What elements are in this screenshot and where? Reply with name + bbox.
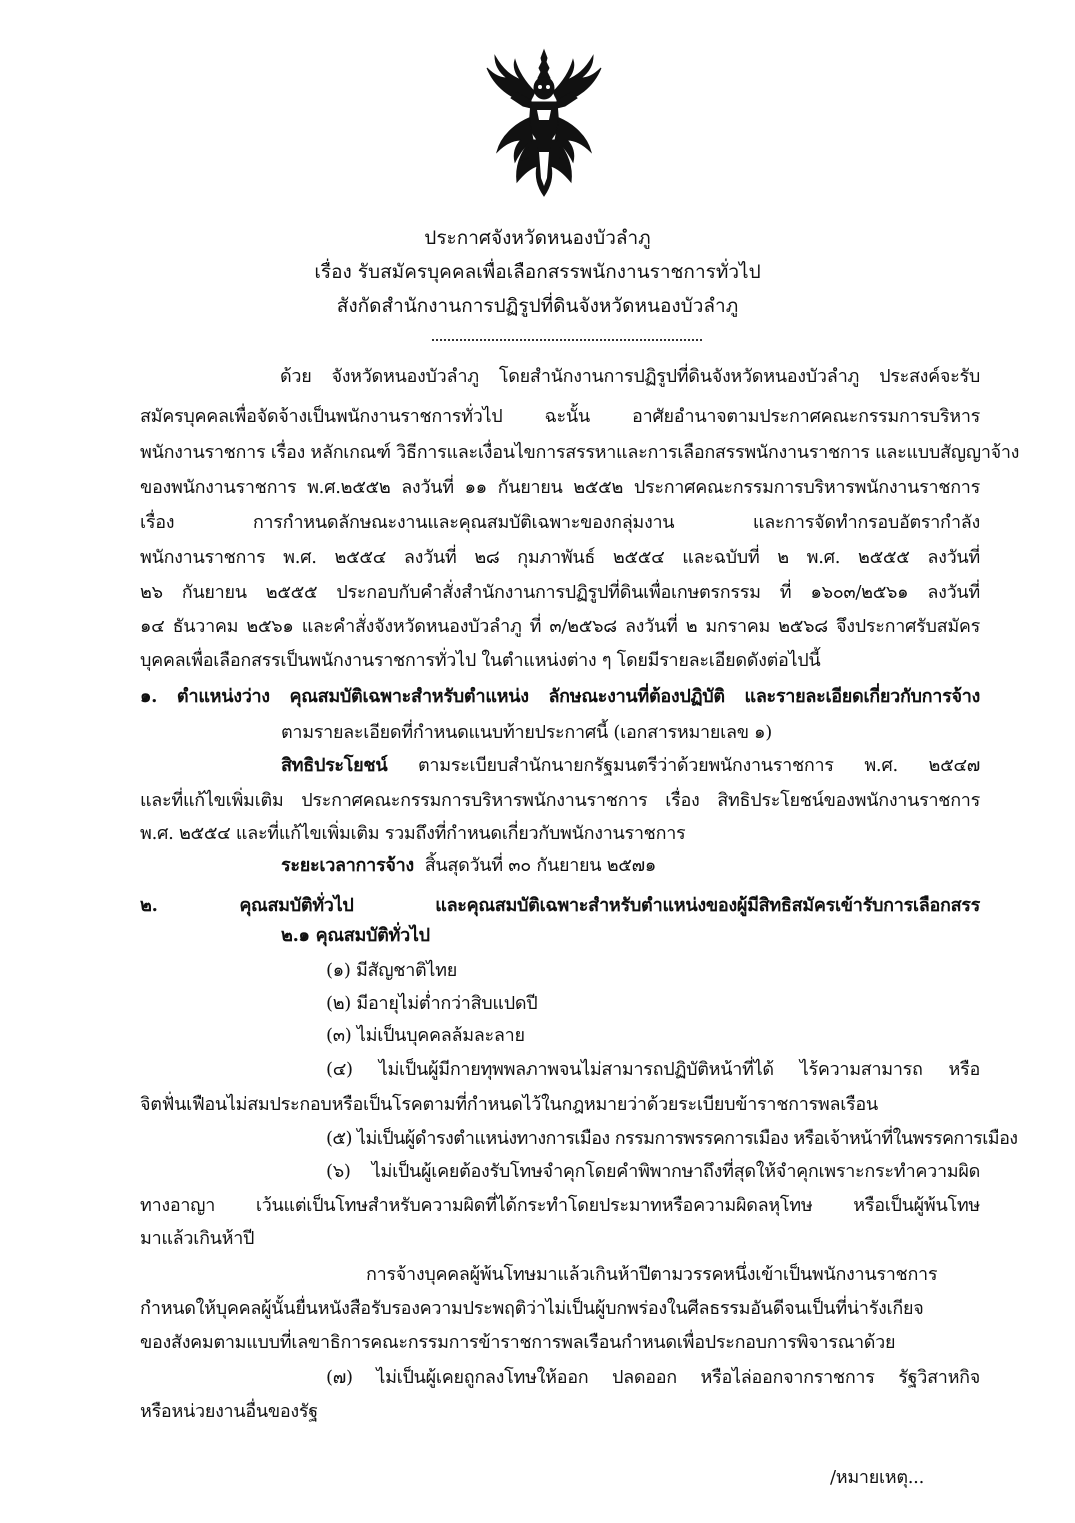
employment-term-label: ระยะเวลาการจ้าง (281, 855, 414, 876)
benefits-line: พ.ศ. ๒๕๕๔ และที่แก้ไขเพิ่มเติม รวมถึงที่กำหนดเกี่ยวกับพนักงานราชการ (140, 823, 686, 844)
announcement-agency: สังกัดสำนักงานการปฏิรูปที่ดินจังหวัดหนองบัวลำภู (336, 295, 739, 317)
qualification-item: (๖) ไม่เป็นผู้เคยต้องรับโทษจำคุกโดยคำพิพากษาถึงที่สุดให้จำคุกเพราะกระทำความผิด (326, 1161, 980, 1182)
intro-line: ด้วย จังหวัดหนองบัวลำภู โดยสำนักงานการปฏิรูปที่ดินจังหวัดหนองบัวลำภู ประสงค์จะรับ (280, 366, 980, 387)
header-divider (432, 339, 702, 341)
qualification-item: (๑) มีสัญชาติไทย (326, 960, 457, 981)
qualification-item: (๕) ไม่เป็นผู้ดำรงตำแหน่งทางการเมือง กรรมการพรรคการเมือง หรือเจ้าหน้าที่ในพรรคการเมือง (326, 1128, 1018, 1149)
qualification-item-cont: หรือหน่วยงานอื่นของรัฐ (140, 1401, 318, 1422)
intro-line: ๑๔ ธันวาคม ๒๕๖๑ และคำสั่งจังหวัดหนองบัวลำภู ที่ ๓/๒๕๖๘ ลงวันที่ ๒ มกราคม ๒๕๖๘ จึงประกาศรับสมัคร (140, 616, 980, 637)
qualification-item-cont: จิตฟั่นเฟือนไม่สมประกอบหรือเป็นโรคตามที่กำหนดไว้ในกฎหมายว่าด้วยระเบียบข้าราชการพลเรือน (140, 1094, 878, 1115)
employment-term (281, 853, 656, 879)
section2-heading: ๒. คุณสมบัติทั่วไป และคุณสมบัติเฉพาะสำหรับตำแหน่งของผู้มีสิทธิสมัครเข้ารับการเลือกสรร (140, 895, 980, 916)
qualification-item: (๒) มีอายุไม่ต่ำกว่าสิบแปดปี (326, 993, 538, 1014)
section1-detail: ตามรายละเอียดที่กำหนดแนบท้ายประกาศนี้ (เอกสารหมายเลข ๑) (281, 722, 772, 743)
qualification-item-cont: มาแล้วเกินห้าปี (140, 1228, 255, 1249)
intro-line: สมัครบุคคลเพื่อจัดจ้างเป็นพนักงานราชการทั่วไป ฉะนั้น อาศัยอำนาจตามประกาศคณะกรรมการบริหาร (140, 406, 980, 427)
intro-line: พนักงานราชการ เรื่อง หลักเกณฑ์ วิธีการและเงื่อนไขการสรรหาและการเลือกสรรพนักงานราชการ และแบบสัญญาจ้าง (140, 442, 1020, 463)
qualification-item-cont: ทางอาญา เว้นแต่เป็นโทษสำหรับความผิดที่ได้กระทำโดยประมาทหรือความผิดลหุโทษ หรือเป็นผู้พ้นโทษ (140, 1195, 980, 1216)
benefits-line (281, 753, 980, 779)
intro-line: ๒๖ กันยายน ๒๕๕๕ ประกอบกับคำสั่งสำนักงานการปฏิรูปที่ดินเพื่อเกษตรกรรม ที่ ๑๖๐๓/๒๕๖๑ ลงวันที่ (140, 582, 980, 603)
continuation-marker: /หมายเหตุ... (830, 1467, 925, 1488)
announcement-subject: เรื่อง รับสมัครบุคคลเพื่อเลือกสรรพนักงานราชการทั่วไป (314, 261, 761, 283)
garuda-emblem-icon (481, 48, 607, 200)
note-paragraph: ของสังคมตามแบบที่เลขาธิการคณะกรรมการข้าราชการพลเรือนกำหนดเพื่อประกอบการพิจารณาด้วย (140, 1332, 896, 1353)
section1-heading: ๑. ตำแหน่งว่าง คุณสมบัติเฉพาะสำหรับตำแหน่ง ลักษณะงานที่ต้องปฏิบัติ และรายละเอียดเกี่ยวกับการจ้าง (140, 686, 980, 707)
benefits-text: ตามระเบียบสำนักนายกรัฐมนตรีว่าด้วยพนักงานราชการ พ.ศ. ๒๕๔๗ (418, 755, 981, 776)
qualification-item: (๗) ไม่เป็นผู้เคยถูกลงโทษให้ออก ปลดออก หรือไล่ออกจากราชการ รัฐวิสาหกิจ (326, 1367, 980, 1388)
qualification-item: (๔) ไม่เป็นผู้มีกายทุพพลภาพจนไม่สามารถปฏิบัติหน้าที่ได้ ไร้ความสามารถ หรือ (326, 1059, 980, 1080)
note-paragraph: การจ้างบุคคลผู้พ้นโทษมาแล้วเกินห้าปีตามวรรคหนึ่งเข้าเป็นพนักงานราชการ (366, 1264, 938, 1285)
announcement-title: ประกาศจังหวัดหนองบัวลำภู (424, 227, 651, 249)
employment-term-value: สิ้นสุดวันที่ ๓๐ กันยายน ๒๕๗๑ (424, 855, 656, 876)
benefits-line: และที่แก้ไขเพิ่มเติม ประกาศคณะกรรมการบริหารพนักงานราชการ เรื่อง สิทธิประโยชน์ของพนักงานราชการ (140, 790, 980, 811)
intro-line: พนักงานราชการ พ.ศ. ๒๕๕๔ ลงวันที่ ๒๘ กุมภาพันธ์ ๒๕๕๔ และฉบับที่ ๒ พ.ศ. ๒๕๕๕ ลงวันที่ (140, 547, 980, 568)
benefits-label: สิทธิประโยชน์ (281, 755, 388, 776)
section2-subheading: ๒.๑ คุณสมบัติทั่วไป (281, 925, 430, 946)
intro-line: ของพนักงานราชการ พ.ศ.๒๕๕๒ ลงวันที่ ๑๑ กันยายน ๒๕๕๒ ประกาศคณะกรรมการบริหารพนักงานราชการ (140, 477, 980, 498)
qualification-item: (๓) ไม่เป็นบุคคลล้มละลาย (326, 1025, 525, 1046)
note-paragraph: กำหนดให้บุคคลผู้นั้นยื่นหนังสือรับรองความประพฤติว่าไม่เป็นผู้บกพร่องในศีลธรรมอันดีจนเป็นที่น่ารังเกียจ (140, 1298, 924, 1319)
intro-line: บุคคลเพื่อเลือกสรรเป็นพนักงานราชการทั่วไป ในตำแหน่งต่าง ๆ โดยมีรายละเอียดดังต่อไปนี้ (140, 650, 821, 671)
intro-line: เรื่อง การกำหนดลักษณะงานและคุณสมบัติเฉพาะของกลุ่มงาน และการจัดทำกรอบอัตรากำลัง (140, 512, 980, 533)
